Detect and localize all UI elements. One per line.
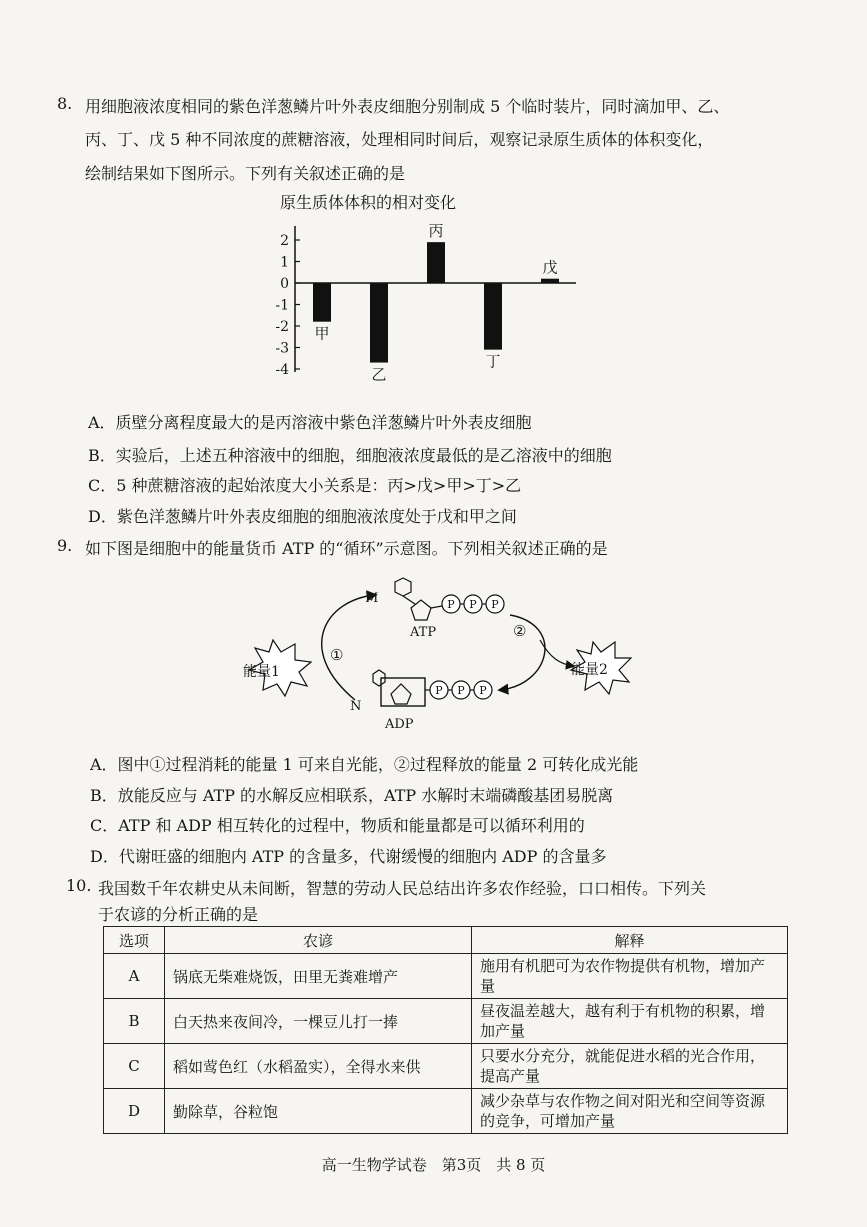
bar-label: 戊 (542, 258, 558, 277)
row-explanation: 施用有机肥可为农作物提供有机物，增加产量 (472, 954, 788, 999)
atp-cycle-diagram (235, 570, 645, 740)
atp-label: ATP (410, 625, 437, 640)
atp-adenine-ring (395, 578, 411, 596)
row-explanation: 只要水分充分，就能促进水稻的光合作用，提高产量 (472, 1044, 788, 1089)
q8-stem-line-3: 绘制结果如下图所示。下列有关叙述正确的是 (85, 164, 406, 183)
q9-option-c: C．ATP 和 ADP 相互转化的过程中，物质和能量都是可以循环利用的 (90, 816, 585, 835)
row-explanation: 减少杂草与农作物之间对阳光和空间等资源的竞争，可增加产量 (472, 1089, 788, 1134)
q10-stem-line-2: 于农谚的分析正确的是 (98, 905, 259, 924)
q8-stem-line-2: 丙、丁、戊 5 种不同浓度的蔗糖溶液，处理相同时间后，观察记录原生质体的体积变化， (85, 130, 714, 149)
label-n: N (350, 699, 362, 714)
q8-option-a: A．质壁分离程度最大的是丙溶液中紫色洋葱鳞片叶外表皮细胞 (88, 413, 532, 432)
table-header-row (104, 927, 788, 954)
bar-2 (370, 283, 388, 363)
protoplast-volume-chart (270, 190, 590, 390)
bar-1 (313, 283, 331, 322)
q8-option-b: B．实验后，上述五种溶液中的细胞，细胞液浓度最低的是乙溶液中的细胞 (88, 446, 612, 465)
y-tick-label: 2 (280, 233, 289, 249)
table-row (104, 999, 788, 1044)
q8-option-d: D．紫色洋葱鳞片叶外表皮细胞的细胞液浓度处于戊和甲之间 (88, 507, 517, 526)
adp-highlight-box (381, 678, 425, 706)
row-proverb: 勤除草，谷粒饱 (165, 1089, 472, 1134)
q8-number: 8. (57, 94, 73, 113)
bar-5 (541, 279, 559, 283)
q10-stem-line-1: 我国数千年农耕史从未间断，智慧的劳动人民总结出许多农作经验，口口相传。下列关 (98, 879, 707, 898)
phosphate-label: P (435, 684, 443, 697)
nongyan-table (103, 926, 788, 1134)
row-option: D (104, 1089, 165, 1134)
row-explanation: 昼夜温差越大，越有利于有机物的积累，增加产量 (472, 999, 788, 1044)
phosphate-label: P (457, 684, 465, 697)
row-option: A (104, 954, 165, 999)
row-proverb: 锅底无柴难烧饭，田里无粪难增产 (165, 954, 472, 999)
bar-3 (427, 242, 445, 283)
q8-stem-line-1: 用细胞液浓度相同的紫色洋葱鳞片叶外表皮细胞分别制成 5 个临时装片，同时滴加甲、乙、 (85, 97, 730, 116)
bar-label: 乙 (371, 365, 387, 384)
row-option: B (104, 999, 165, 1044)
row-proverb: 白天热来夜间冷，一棵豆儿打一捧 (165, 999, 472, 1044)
q9-number: 9. (57, 536, 73, 555)
q9-option-d: D．代谢旺盛的细胞内 ATP 的含量多，代谢缓慢的细胞内 ADP 的含量多 (90, 847, 607, 866)
energy1-label: 能量1 (243, 664, 280, 680)
page-footer: 高一生物学试卷 第3页 共 8 页 (321, 1156, 546, 1174)
bar-label: 丙 (428, 222, 444, 241)
y-tick-label: 0 (280, 276, 289, 292)
phosphate-label: P (447, 598, 455, 611)
chart-title: 原生质体体积的相对变化 (280, 193, 457, 212)
y-tick-label: -1 (275, 297, 289, 314)
y-tick-label: -3 (275, 340, 289, 357)
label-m: M (365, 591, 379, 606)
header-proverb: 农谚 (165, 927, 472, 954)
table-row (104, 1089, 788, 1134)
header-option: 选项 (104, 927, 165, 954)
header-explanation: 解释 (472, 927, 788, 954)
step2-label: ② (513, 622, 527, 640)
q9-stem: 如下图是细胞中的能量货币 ATP 的“循环”示意图。下列相关叙述正确的是 (85, 539, 608, 558)
y-tick-label: -2 (275, 319, 289, 335)
step1-label: ① (330, 646, 344, 664)
bar-label: 甲 (314, 324, 330, 343)
y-tick-label: -4 (275, 362, 289, 378)
q9-option-b: B．放能反应与 ATP 的水解反应相联系，ATP 水解时末端磷酸基团易脱离 (90, 786, 614, 805)
adp-ribose (391, 684, 411, 704)
table-row (104, 954, 788, 999)
bar-4 (484, 283, 502, 350)
row-proverb: 稻如莺色红（水稻盈实），全得水来供 (165, 1044, 472, 1089)
phosphate-label: P (479, 684, 487, 697)
phosphate-label: P (469, 598, 477, 611)
phosphate-label: P (491, 598, 499, 611)
energy2-label: 能量2 (571, 662, 608, 678)
y-tick-label: 1 (280, 254, 289, 271)
bar-label: 丁 (485, 352, 501, 371)
adp-label: ADP (385, 717, 414, 732)
row-option: C (104, 1044, 165, 1089)
q9-option-a: A．图中①过程消耗的能量 1 可来自光能，②过程释放的能量 2 可转化成光能 (90, 755, 639, 774)
table-row (104, 1044, 788, 1089)
q8-option-c: C．5 种蔗糖溶液的起始浓度大小关系是：丙>戊>甲>丁>乙 (88, 476, 522, 495)
q10-number: 10. (66, 876, 92, 895)
